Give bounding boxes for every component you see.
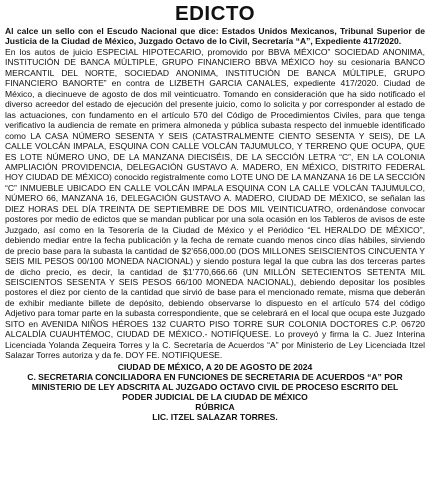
signature-block [5,362,425,422]
notice-lead: Al calce un sello con el Escudo Nacional que dice: Estados Unidos Mexicanos, Tribunal Superior de Justicia de la Ciudad de México, Juzgado Octavo de lo Civil, Secretaría “A”, Expediente 417/2020. [5,26,425,46]
signature-date: CIUDAD DE MÉXICO, A 20 DE AGOSTO DE 2024 [117,361,313,372]
notice-title: EDICTO [174,2,256,25]
signature-line: MINISTERIO DE LEY ADSCRITA AL JUZGADO OCTAVO CIVIL DE PROCESO ESCRITO DEL [31,381,399,392]
notice-body: En los autos de juicio ESPECIAL HIPOTECARIO, promovido por BBVA MÉXICO” SOCIEDAD ANONIMA, INSTITUCIÓN DE BANCA MÚLTIPLE, GRUPO FINANCIERO BBVA MÉXICO hoy su cesionaria BANCO MERCANTIL DEL NORTE, SOCIEDAD ANONIMA, INSTITUCIÓN DE BANCA MÚLTIPLE, GRUPO FINANCIERO BANORTE” en contra de LIZBETH GARCIA CANALES, expediente 417/2020. Ciudad de México, a diecinueve de agosto de dos mil veinticuatro. Tomando en consideración que ha sido notificado el diverso acreedor del estado de ejecución del presente juicio, como lo solicita y por corresponder al estado de las actuaciones, con fundamento en el artículo 570 del Código de Procedimientos Civiles, para que tenga verificativo la audiencia de remate en primera almoneda y pública subasta respecto del inmueble identificado como LA CASA NÚMERO SESENTA Y SEIS (CATASTRALMENTE CIENTO SESENTA Y SEIS), DE LA CALLE VOLCÁN IMPALA, ESQUINA CON CALLE VOLCÁN TAJUMULCO, Y TERRENO QUE OCUPA, QUE ES LOTE NÚMERO UNO, DE LA MANZANA DIECISÉIS, DE LA SECCIÓN LETRA “C”, EN LA COLONIA AMPLIACIÓN PROVIDENCIA, DELEGACIÓN GUSTAVO A. MADERO, EN MÉXICO, DISTRITO FEDERAL HOY CIUDAD DE MÉXICO) conocido registralmente como LOTE UNO DE LA MANZANA 16 DE LA SECCIÓN “C” INMUEBLE UBICADO EN CALLE VOLCÁN IMPALA ESQUINA CON LA CALLE VOLCÁN TAJUMULCO, NÚMERO 66, MANZANA 16, DELEGACIÓN GUSTAVO A. MADERO, CIUDAD DE MÉXICO, se señalan las DIEZ HORAS DEL DÍA TREINTA DE SEPTIEMBRE DE DOS MIL VEINTICUATRO, ordenándose convocar postores por medio de edictos que se mandan publicar por una sola ocasión en los Tableros de avisos de este Juzgado, así como en la Tesorería de la Ciudad de México y el Periódico “EL HERALDO DE MÉXICO”, debiendo mediar entre la fecha publicación y la fecha de remate cuando menos cinco días hábiles, sirviendo de precio base para la subasta la cantidad de $2’656,000.00 (DOS MILLONES SEISCIENTOS CINCUENTA Y SEIS MIL PESOS 00/100 MONEDA NACIONAL) y siendo postura legal la que cubra las dos terceras partes de dicho precio, es decir, la cantidad de $1’770,666.66 (UN MILLÓN SETECIENTOS SETENTA MIL SEISCIENTOS SESENTA Y SEIS PESOS 66/100 MONEDA NACIONAL), debiendo depositar los posibles postores el diez por ciento de la cantidad que sirvió de base para el mencionado remate, misma que deberán de exhibir mediante billete de depósito, debiendo observarse lo dispuesto en el artículo 574 del código Adjetivo para tomar parte en la subasta correspondiente, que se celebrará en el local que ocupa este Juzgado SITO en AVENIDA NIÑOS HÉROES 132 CUARTO PISO TORRE SUR COLONIA DOCTORES C.P. 06720 ALCALDÍA CUAUHTÉMOC, CIUDAD DE MÉXICO.- NOTIFÍQUESE. Lo proveyó y firma la C. Juez Interina Licenciada Yolanda Zequeira Torres y la C. Secretaría de Acuerdos “A” por Ministerio de Ley Licenciada Itzel Salazar Torres autoriza y da fe. DOY FE. NOTIFIQUESE. [5,47,425,361]
signature-line: PODER JUDICIAL DE LA CIUDAD DE MÉXICO [122,391,308,402]
signature-line: C. SECRETARIA CONCILIADORA EN FUNCIONES DE SECRETARIA DE ACUERDOS “A” POR [27,371,403,382]
signature-name: LIC. ITZEL SALAZAR TORRES. [152,411,278,422]
signature-rubrica: RÚBRICA [195,401,235,412]
